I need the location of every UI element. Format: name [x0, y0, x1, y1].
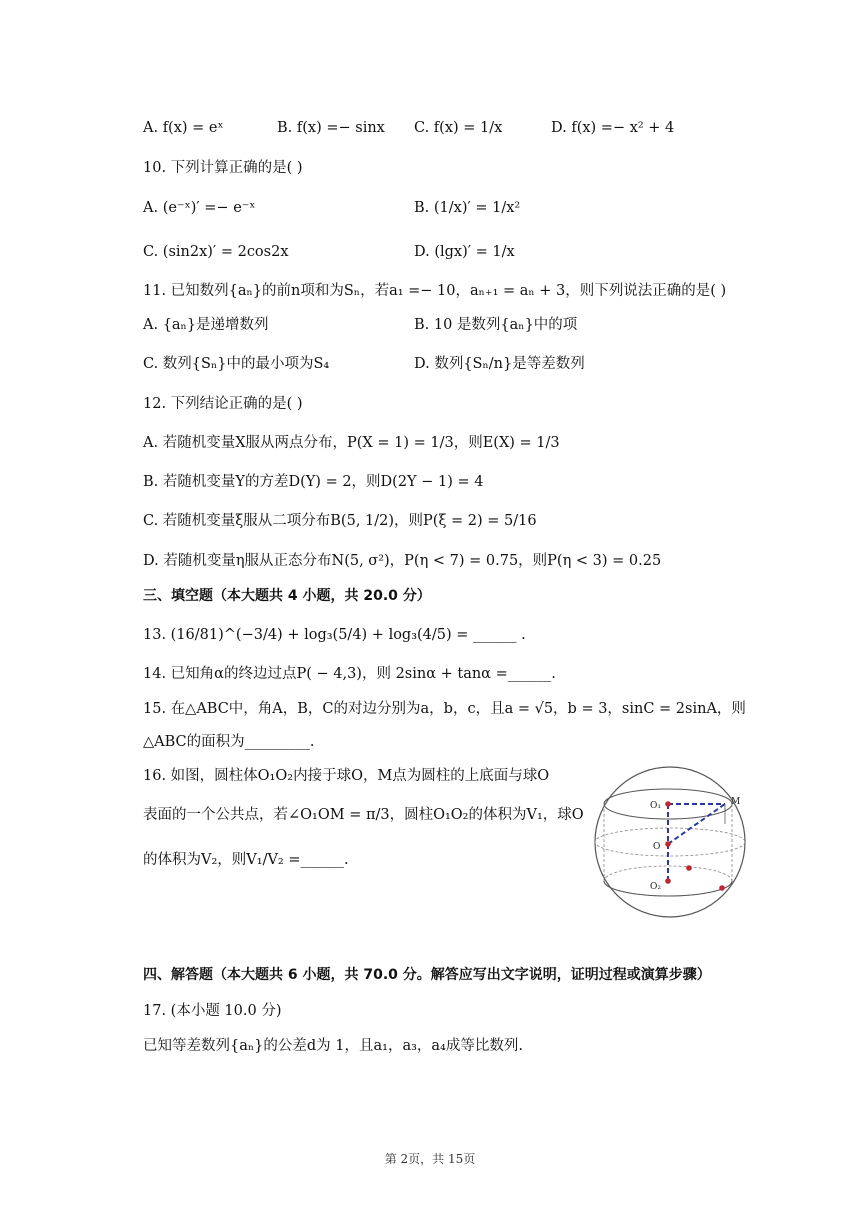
q17-stem: 17. (本小题 10.0 分) — [143, 1003, 282, 1019]
q12-option-c: C. 若随机变量ξ服从二项分布B(5, 1/2)，则P(ξ = 2) = 5/16 — [143, 513, 537, 529]
label-o2: O₂ — [650, 882, 661, 892]
q11-option-a: A. {aₙ}是递增数列 — [143, 317, 269, 333]
q9-option-a: A. f(x) = eˣ — [143, 120, 224, 136]
section-heading-solutions: 四、解答题（本大题共 6 小题，共 70.0 分。解答应写出文字说明，证明过程或演算步骤） — [143, 967, 711, 983]
q12-option-b: B. 若随机变量Y的方差D(Y) = 2，则D(2Y − 1) = 4 — [143, 474, 484, 490]
q12-option-d: D. 若随机变量η服从正态分布N(5, σ²)，P(η < 7) = 0.75，则P(η < 3) = 0.25 — [143, 553, 662, 569]
q10-option-b: B. (1/x)′ = 1/x² — [414, 200, 521, 216]
q15-line2: △ABC的面积为_________. — [143, 734, 315, 750]
label-o1: O₁ — [650, 801, 661, 811]
q12-stem: 12. 下列结论正确的是( ) — [143, 396, 303, 412]
label-m: M — [731, 797, 741, 807]
q16-line2: 表面的一个公共点，若∠O₁OM = π/3，圆柱O₁O₂的体积为V₁，球O — [143, 807, 584, 823]
section-heading-fill-blank: 三、填空题（本大题共 4 小题，共 20.0 分） — [143, 588, 431, 604]
q9-option-c: C. f(x) = 1/x — [414, 120, 503, 136]
q11-option-c: C. 数列{Sₙ}中的最小项为S₄ — [143, 356, 330, 372]
q11-stem: 11. 已知数列{aₙ}的前n项和为Sₙ，若a₁ =− 10，aₙ₊₁ = aₙ + 3，则下列说法正确的是( ) — [143, 283, 727, 299]
sphere-cylinder-figure — [585, 764, 755, 920]
q11-option-d: D. 数列{Sₙ/n}是等差数列 — [414, 356, 585, 372]
q10-option-a: A. (e⁻ˣ)′ =− e⁻ˣ — [143, 200, 256, 216]
q15-line1: 15. 在△ABC中，角A，B，C的对边分别为a，b，c，且a = √5，b = 3，sinC = 2sinA，则 — [143, 701, 746, 717]
q16-line3: 的体积为V₂，则V₁/V₂ =______. — [143, 852, 349, 868]
q10-stem: 10. 下列计算正确的是( ) — [143, 160, 303, 176]
q16-line1: 16. 如图，圆柱体O₁O₂内接于球O，M点为圆柱的上底面与球O — [143, 768, 550, 784]
label-o: O — [653, 842, 661, 852]
q10-option-d: D. (lgx)′ = 1/x — [414, 244, 515, 260]
q12-option-a: A. 若随机变量X服从两点分布，P(X = 1) = 1/3，则E(X) = 1/3 — [143, 435, 560, 451]
q17-text: 已知等差数列{aₙ}的公差d为 1，且a₁，a₃，a₄成等比数列. — [143, 1038, 523, 1054]
q10-option-c: C. (sin2x)′ = 2cos2x — [143, 244, 289, 260]
q14: 14. 已知角α的终边过点P( − 4,3)，则 2sinα + tanα =______. — [143, 666, 556, 682]
q13: 13. (16/81)^(−3/4) + log₃(5/4) + log₃(4/5) = ______ . — [143, 627, 526, 643]
q9-option-b: B. f(x) =− sinx — [277, 120, 385, 136]
q9-option-d: D. f(x) =− x² + 4 — [551, 120, 675, 136]
q11-option-b: B. 10 是数列{aₙ}中的项 — [414, 317, 578, 333]
page-footer: 第 2页，共 15页 — [384, 1152, 476, 1166]
